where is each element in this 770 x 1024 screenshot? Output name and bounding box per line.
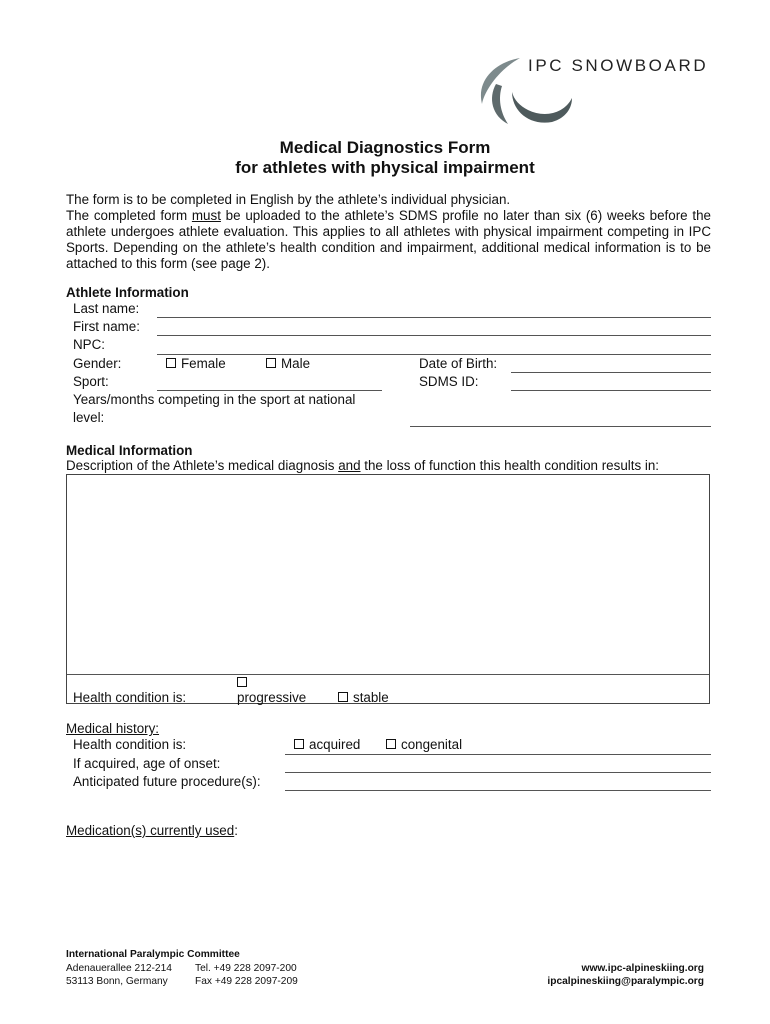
sdms-field[interactable] — [511, 390, 711, 391]
dob-field[interactable] — [511, 372, 711, 373]
medication-label: Medication(s) currently used: — [66, 823, 238, 838]
age-onset-field[interactable] — [285, 772, 711, 773]
age-onset-label: If acquired, age of onset: — [73, 756, 221, 771]
medical-description-label: Description of the Athlete’s medical diagnosis and the loss of function this health condition results in: — [66, 458, 660, 473]
gender-label: Gender: — [73, 356, 122, 371]
sport-field[interactable] — [157, 390, 382, 391]
last-name-label: Last name: — [73, 301, 140, 316]
years-field[interactable] — [410, 426, 711, 427]
footer-web-link[interactable]: www.ipc-alpineskiing.org — [581, 963, 704, 974]
condition-field[interactable] — [285, 754, 711, 755]
male-checkbox[interactable]: Male — [266, 356, 310, 371]
page-subtitle: for athletes with physical impairment — [235, 158, 535, 177]
intro-paragraph-1: The form is to be completed in English by the athlete’s individual physician. — [66, 192, 511, 207]
sdms-label: SDMS ID: — [419, 374, 479, 389]
footer-address-1: Adenauerallee 212-214 — [66, 963, 172, 974]
first-name-label: First name: — [73, 319, 140, 334]
checkbox-icon — [294, 739, 304, 749]
medical-history-heading: Medical history: — [66, 721, 160, 736]
footer-address-2: 53113 Bonn, Germany — [66, 976, 168, 987]
history-condition-label: Health condition is: — [73, 737, 187, 752]
ipc-logo — [468, 52, 738, 132]
female-checkbox[interactable]: Female — [166, 356, 226, 371]
procedures-field[interactable] — [285, 790, 711, 791]
stable-checkbox[interactable]: stable — [338, 690, 389, 705]
npc-field[interactable] — [157, 354, 711, 355]
medical-info-heading: Medical Information — [66, 443, 193, 458]
footer-tel: Tel. +49 228 2097-200 — [195, 963, 297, 974]
intro-text — [66, 192, 711, 272]
logo-text: IPC SNOWBOARD — [528, 56, 709, 75]
first-name-field[interactable] — [157, 335, 711, 336]
progressive-checkbox-icon[interactable] — [237, 675, 252, 690]
procedures-label: Anticipated future procedure(s): — [73, 774, 261, 789]
athlete-info-heading: Athlete Information — [66, 285, 189, 300]
textarea-divider — [67, 674, 709, 675]
npc-label: NPC: — [73, 337, 105, 352]
checkbox-icon — [266, 358, 276, 368]
years-label-2: level: — [73, 410, 105, 425]
sport-label: Sport: — [73, 374, 109, 389]
diagnosis-textarea[interactable] — [66, 474, 710, 704]
dob-label: Date of Birth: — [419, 356, 498, 371]
checkbox-icon — [338, 692, 348, 702]
intro-paragraph-2: The completed form must be uploaded to the athlete’s SDMS profile no later than six (6) weeks before the athlete undergoes athlete evaluation. This applies to all athletes with physical impairment competing in IPC Sports. Depending on the athlete’s health condition and impairment, additional medical information is to be attached to this form (see page 2). — [66, 208, 711, 271]
health-condition-label: Health condition is: — [73, 690, 187, 705]
footer-email-link[interactable]: ipcalpineskiing@paralympic.org — [547, 976, 704, 987]
last-name-field[interactable] — [157, 317, 711, 318]
checkbox-icon — [386, 739, 396, 749]
congenital-checkbox[interactable]: congenital — [386, 737, 462, 752]
footer-fax: Fax +49 228 2097-209 — [195, 976, 298, 987]
years-label: Years/months competing in the sport at national — [73, 392, 356, 407]
progressive-label: progressive — [237, 690, 307, 705]
page-title: Medical Diagnostics Form — [279, 138, 491, 157]
acquired-checkbox[interactable]: acquired — [294, 737, 360, 752]
footer-org: International Paralympic Committee — [66, 949, 240, 960]
checkbox-icon — [166, 358, 176, 368]
